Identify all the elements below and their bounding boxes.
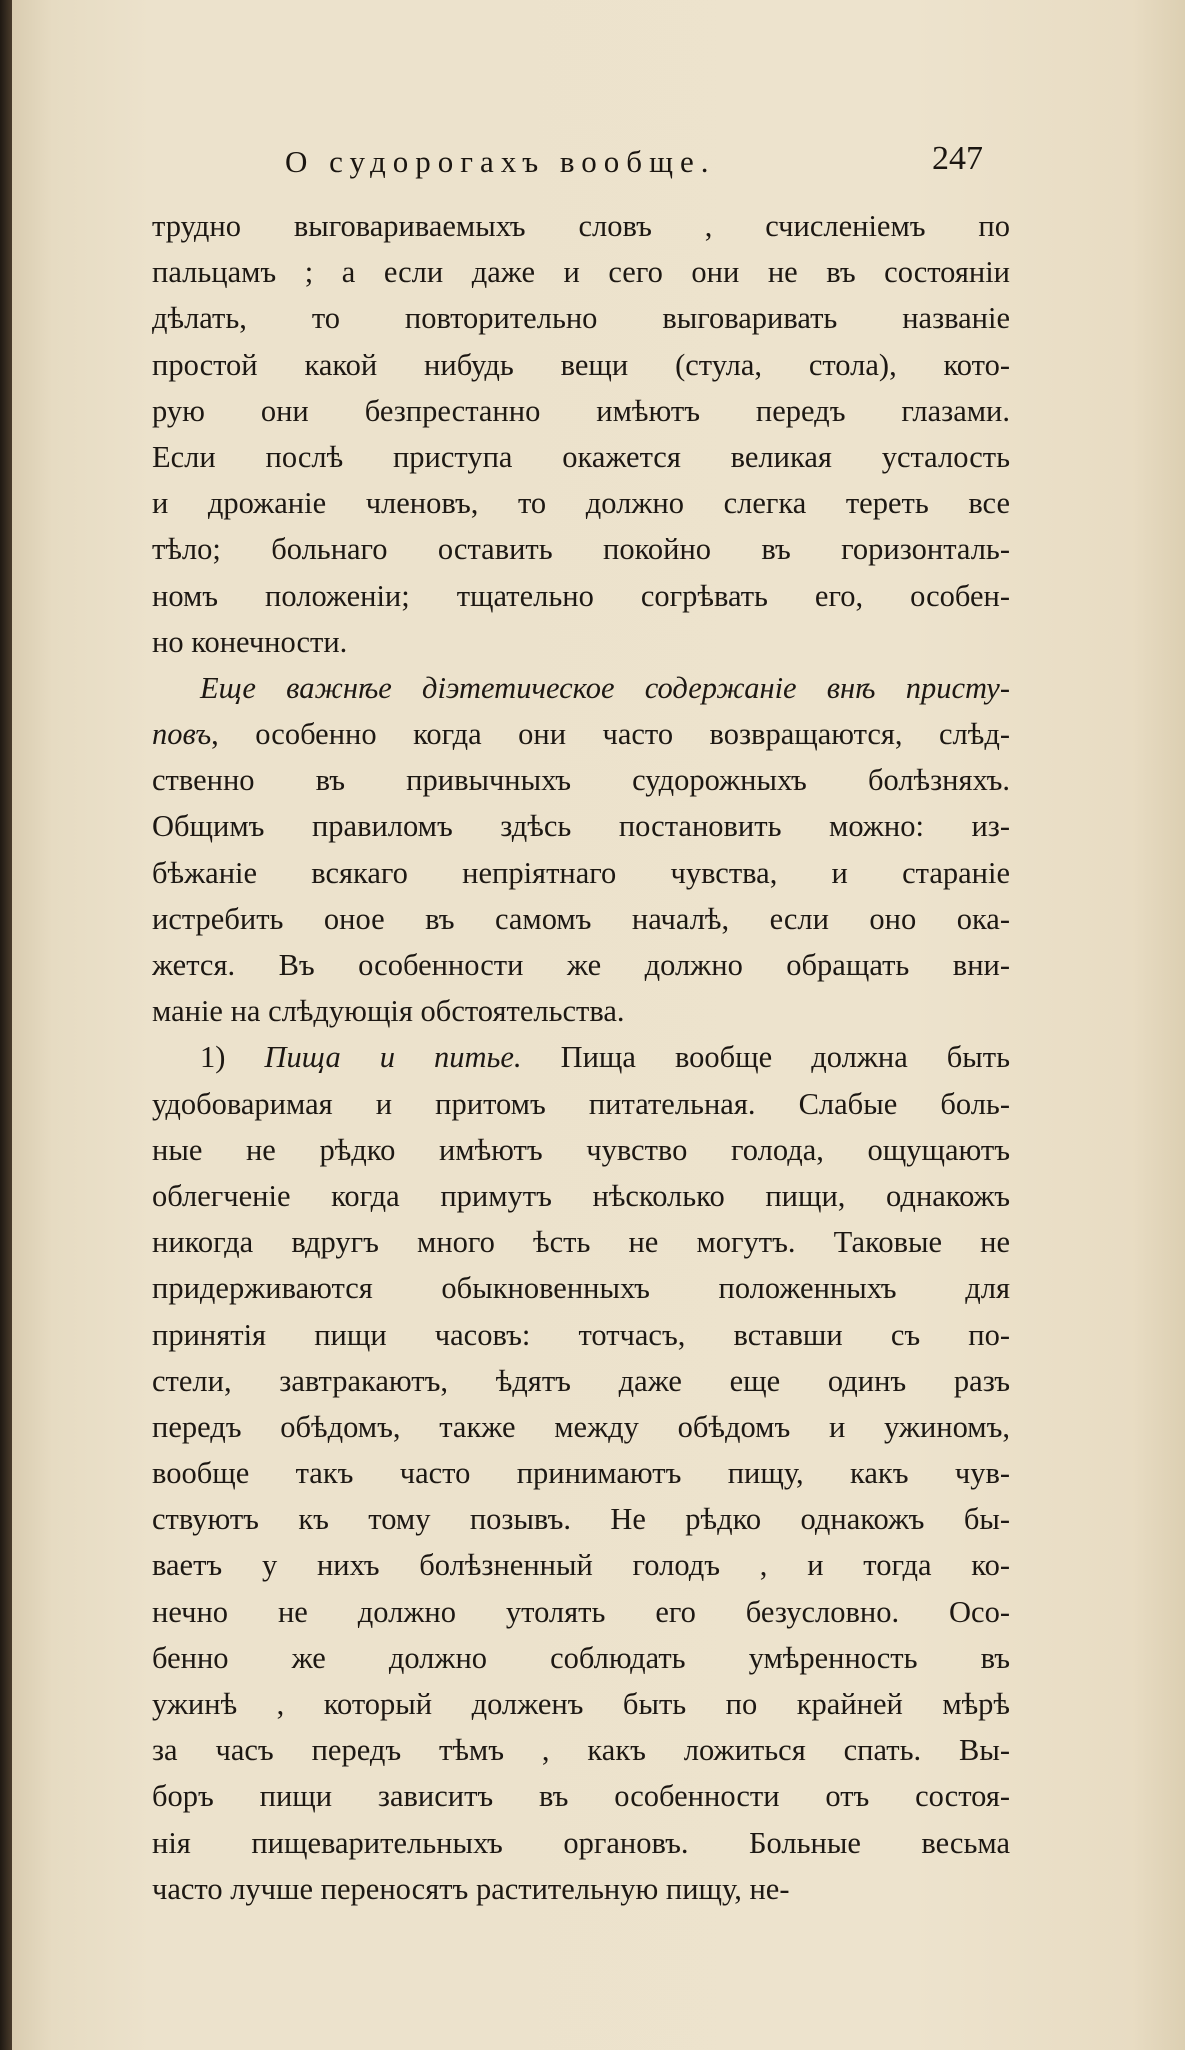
text-line [152,1773,1010,1819]
line-text: принятія пищи часовъ: тотчасъ, вставши съ по- [152,1317,1010,1352]
line-text: бенно же должно соблюдать умѣренность въ [152,1640,1010,1675]
line-text: нечно не должно утолять его безусловно. Осо- [152,1594,1010,1629]
book-binding-edge [0,0,12,2050]
text-line [152,203,1010,249]
line-text: рую они безпрестанно имѣютъ передъ глазами. [152,393,1010,428]
text-line [152,1404,1010,1450]
page-header [12,140,1185,190]
text-line [152,896,1010,942]
text-line [152,757,1010,803]
line-text: но конечности. [152,624,348,659]
line-text: истребить оное въ самомъ началѣ, если оно ока- [152,901,1010,936]
line-text: передъ обѣдомъ, также между обѣдомъ и ужиномъ, [152,1409,1010,1444]
text-line [152,665,1010,711]
text-line [152,1450,1010,1496]
line-text: Если послѣ приступа окажется великая усталость [152,439,1010,474]
text-line [152,1496,1010,1542]
text-line [152,342,1010,388]
line-text: ваетъ у нихъ болѣзненный голодъ , и тогда ко- [152,1548,1010,1583]
running-title: О судорогахъ вообще. [285,144,716,179]
text-line [152,1265,1010,1311]
line-text: пальцамъ ; а если даже и сего они не въ состояніи [152,255,1010,290]
line-text: вообще такъ часто принимаютъ пищу, какъ чув- [152,1456,1010,1491]
body-text [152,203,1010,1912]
line-text: ственно въ привычныхъ судорожныхъ болѣзняхъ. [152,763,1010,798]
text-line [152,295,1010,341]
text-line [152,988,1010,1034]
italic-phrase: Еще важнѣе діэтетическое содержаніе внѣ присту- [200,670,1010,705]
text-line [152,1081,1010,1127]
line-text: за часъ передъ тѣмъ , какъ ложиться спать. Вы- [152,1733,1010,1768]
line-text: часто лучше переносятъ растительную пищу, не- [152,1871,790,1906]
text-line [152,249,1010,295]
italic-phrase: повъ [152,717,212,752]
line-text: ные не рѣдко имѣютъ чувство голода, ощущаютъ [152,1132,1010,1167]
text-line [152,1219,1010,1265]
line-text: тѣло; больнаго оставить покойно въ горизонталь- [152,532,1010,567]
text-line [152,526,1010,572]
line-text: ужинѣ , который долженъ быть по крайней мѣрѣ [152,1687,1010,1721]
line-text: простой какой нибудь вещи (стула, стола), кото- [152,347,1010,382]
line-text: Пища вообще должна быть [521,1040,1010,1075]
text-line [152,1034,1010,1080]
page-number: 247 [932,140,983,177]
text-line [152,1681,1010,1727]
text-line [152,388,1010,434]
text-line [152,1727,1010,1773]
list-number: 1) [200,1040,265,1075]
line-text: бѣжаніе всякаго непріятнаго чувства, и стараніе [152,855,1010,890]
text-line [152,1866,1010,1912]
text-line [152,1312,1010,1358]
line-text: и дрожаніе членовъ, то должно слегка тереть все [152,486,1010,521]
text-line [152,1635,1010,1681]
line-text: трудно выговариваемыхъ словъ , счисленіемъ по [152,209,1010,243]
line-text: придерживаются обыкновенныхъ положенныхъ для [152,1271,1010,1306]
line-text: боръ пищи зависитъ въ особенности отъ состоя- [152,1779,1010,1814]
text-line [152,1173,1010,1219]
text-line [152,711,1010,757]
line-text: номъ положеніи; тщательно согрѣвать его, особен- [152,578,1010,613]
line-text: дѣлать, то повторительно выговаривать названіе [152,301,1010,336]
line-text: маніе на слѣдующія обстоятельства. [152,994,625,1029]
line-text: , особенно когда они часто возвращаются, слѣд- [211,717,1010,752]
line-text: удобоваримая и притомъ питательная. Слабые боль- [152,1086,1010,1121]
line-text: Общимъ правиломъ здѣсь постановить можно: из- [152,809,1010,844]
line-text: нія пищеварительныхъ органовъ. Больные весьма [152,1825,1010,1860]
book-page [12,0,1185,2050]
line-text: жется. Въ особенности же должно обращать вни- [152,948,1010,982]
text-line [152,1589,1010,1635]
line-text: никогда вдругъ много ѣсть не могутъ. Таковые не [152,1225,1010,1260]
line-text: облегченіе когда примутъ нѣсколько пищи, однакожъ [152,1178,1010,1213]
text-line [152,850,1010,896]
text-line [152,803,1010,849]
text-line [152,573,1010,619]
text-line [152,434,1010,480]
line-text: стели, завтракаютъ, ѣдятъ даже еще одинъ разъ [152,1363,1010,1398]
italic-phrase: Пища и питье. [264,1040,522,1075]
line-text: ствуютъ къ тому позывъ. Не рѣдко однакожъ бы- [152,1502,1010,1537]
text-line [152,1820,1010,1866]
text-line [152,1358,1010,1404]
text-line [152,619,1010,665]
text-line [152,942,1010,988]
text-line [152,1542,1010,1588]
text-line [152,480,1010,526]
text-line [152,1127,1010,1173]
